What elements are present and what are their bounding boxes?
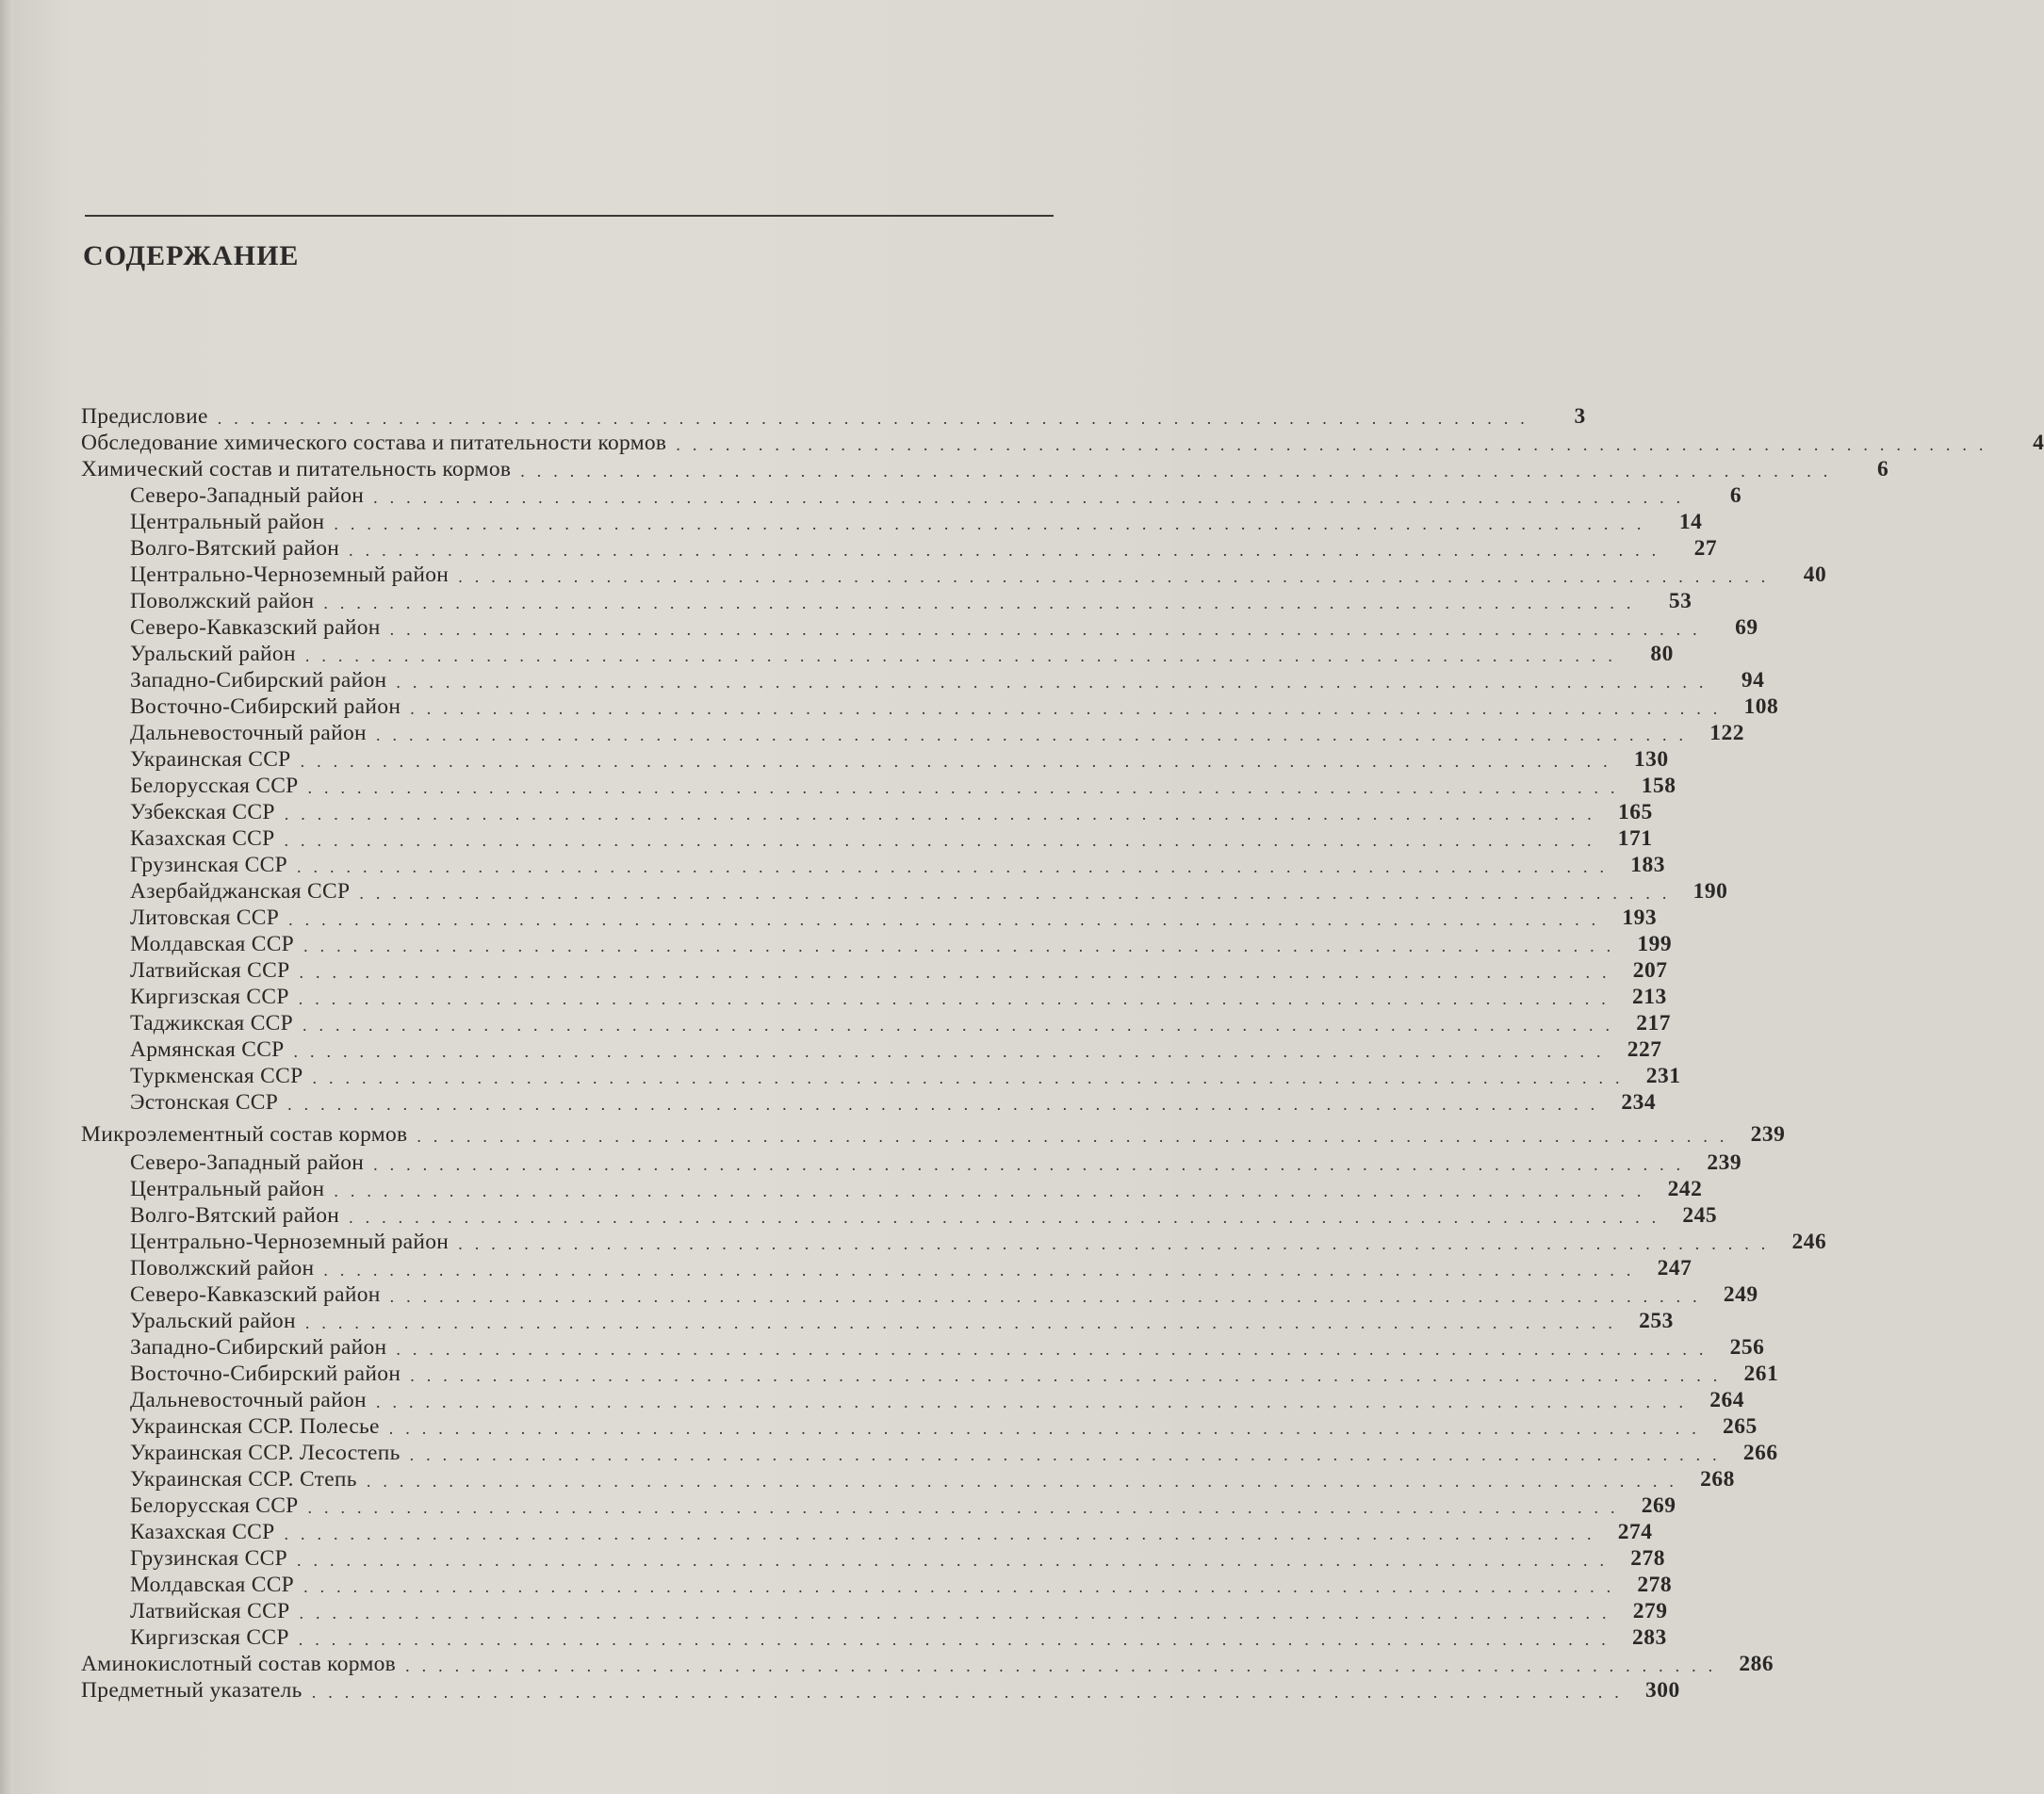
toc-entry bbox=[130, 1089, 1657, 1116]
toc-entry-page-number: 239 bbox=[1750, 1122, 1786, 1147]
dot-leader: ................................................................................ bbox=[334, 1182, 1654, 1200]
toc-entry bbox=[130, 1281, 1758, 1308]
dot-leader: ................................................................................ bbox=[458, 1234, 1778, 1253]
toc-entry bbox=[130, 1413, 1758, 1440]
toc-entry-page-number: 190 bbox=[1692, 879, 1728, 904]
dot-leader: ................................................................................ bbox=[323, 594, 1643, 612]
dot-leader: ................................................................................ bbox=[300, 752, 1620, 771]
toc-entry bbox=[130, 1010, 1672, 1036]
toc-entry-page-number: 246 bbox=[1791, 1230, 1827, 1254]
dot-leader: ................................................................................ bbox=[311, 1683, 1631, 1702]
toc-entry-title: Туркменская ССР bbox=[130, 1064, 303, 1088]
dot-leader: ................................................................................ bbox=[304, 1313, 1625, 1332]
toc-entry-title: Таджикская ССР bbox=[130, 1011, 294, 1036]
toc-entry bbox=[130, 641, 1674, 667]
toc-entry-page-number: 283 bbox=[1631, 1625, 1667, 1650]
dot-leader: ................................................................................ bbox=[303, 1577, 1624, 1596]
toc-entry bbox=[130, 1176, 1703, 1202]
toc-entry-title: Казахская ССР bbox=[130, 1520, 275, 1544]
toc-entry-page-number: 278 bbox=[1637, 1573, 1673, 1597]
dot-leader: ................................................................................ bbox=[334, 514, 1654, 533]
toc-entry-page-number: 227 bbox=[1627, 1037, 1662, 1062]
toc-entry bbox=[130, 1361, 1779, 1387]
toc-entry-title: Украинская ССР. Полесье bbox=[130, 1414, 380, 1439]
contents-heading: СОДЕРЖАНИЕ bbox=[83, 240, 300, 271]
toc-entry-page-number: 266 bbox=[1742, 1441, 1778, 1465]
toc-entry bbox=[130, 1150, 1742, 1176]
dot-leader: ................................................................................ bbox=[349, 541, 1669, 560]
toc-entry-page-number: 217 bbox=[1636, 1011, 1672, 1036]
toc-entry bbox=[130, 614, 1758, 641]
dot-leader: ................................................................................ bbox=[388, 1419, 1709, 1438]
toc-entry-title: Украинская ССР bbox=[130, 747, 291, 772]
toc-entry-page-number: 108 bbox=[1743, 694, 1779, 719]
dot-leader: ................................................................................ bbox=[389, 620, 1709, 639]
toc-entry-title: Эстонская ССР bbox=[130, 1090, 279, 1115]
toc-entry-title: Азербайджанская ССР bbox=[130, 879, 351, 904]
toc-entry-title: Микроэлементный состав кормов bbox=[81, 1122, 408, 1147]
dot-leader: ................................................................................ bbox=[410, 699, 1730, 718]
toc-entry bbox=[130, 1466, 1735, 1492]
toc-entry bbox=[130, 1202, 1718, 1229]
toc-entry-page-number: 199 bbox=[1637, 932, 1673, 956]
toc-entry bbox=[81, 403, 1586, 430]
dot-leader: ................................................................................ bbox=[396, 1340, 1716, 1359]
toc-entry bbox=[130, 746, 1669, 773]
dot-leader: ................................................................................ bbox=[307, 778, 1627, 797]
toc-entry bbox=[130, 799, 1653, 825]
toc-entry-title: Молдавская ССР bbox=[130, 932, 295, 956]
toc-entry bbox=[130, 720, 1744, 746]
toc-entry-page-number: 14 bbox=[1678, 510, 1703, 534]
toc-entry-page-number: 278 bbox=[1630, 1546, 1665, 1571]
toc-entry bbox=[130, 535, 1718, 562]
toc-entry bbox=[130, 825, 1653, 852]
toc-entry-title: Западно-Сибирский район bbox=[130, 1335, 387, 1360]
toc-entry-page-number: 234 bbox=[1621, 1090, 1657, 1115]
toc-entry bbox=[81, 1677, 1680, 1704]
toc-entry-page-number: 268 bbox=[1700, 1467, 1735, 1492]
toc-entry-title: Химический состав и питательность кормов bbox=[81, 457, 512, 481]
dot-leader: ................................................................................ bbox=[520, 462, 1840, 481]
toc-entry-page-number: 6 bbox=[1877, 457, 1889, 481]
toc-entry-page-number: 158 bbox=[1641, 774, 1676, 798]
dot-leader: ................................................................................ bbox=[359, 884, 1679, 903]
toc-entry-title: Белорусская ССР bbox=[130, 1493, 299, 1518]
toc-entry-page-number: 279 bbox=[1632, 1599, 1668, 1623]
toc-entry-page-number: 183 bbox=[1630, 853, 1665, 877]
dot-leader: ................................................................................ bbox=[299, 1604, 1619, 1623]
toc-entry bbox=[130, 1334, 1765, 1361]
toc-entry bbox=[130, 588, 1692, 614]
toc-entry-page-number: 269 bbox=[1641, 1493, 1676, 1518]
toc-entry-page-number: 27 bbox=[1693, 536, 1718, 561]
toc-entry-title: Дальневосточный район bbox=[130, 721, 367, 745]
dot-leader: ................................................................................ bbox=[296, 857, 1616, 876]
dot-leader: ................................................................................ bbox=[373, 488, 1693, 507]
toc-entry-title: Армянская ССР bbox=[130, 1037, 285, 1062]
toc-entry-page-number: 171 bbox=[1617, 826, 1653, 851]
toc-entry bbox=[130, 878, 1728, 905]
dot-leader: ................................................................................ bbox=[458, 567, 1778, 586]
toc-entry bbox=[130, 1063, 1681, 1089]
dot-leader: ................................................................................ bbox=[417, 1127, 1737, 1146]
toc-entry-page-number: 274 bbox=[1617, 1520, 1653, 1544]
dot-leader: ................................................................................ bbox=[217, 409, 1537, 428]
dot-leader: ................................................................................ bbox=[375, 726, 1695, 744]
toc-entry bbox=[130, 1308, 1674, 1334]
toc-entry bbox=[130, 562, 1827, 588]
toc-entry-title: Украинская ССР. Лесостепь bbox=[130, 1441, 401, 1465]
toc-entry-title: Уральский район bbox=[130, 1309, 296, 1333]
toc-entry-title: Центрально-Черноземный район bbox=[130, 563, 450, 587]
toc-entry-title: Киргизская ССР bbox=[130, 1625, 289, 1650]
toc-entry-page-number: 122 bbox=[1709, 721, 1744, 745]
toc-entry-title: Латвийская ССР bbox=[130, 1599, 290, 1623]
toc-entry-title: Узбекская ССР bbox=[130, 800, 275, 824]
toc-entry-title: Северо-Кавказский район bbox=[130, 1282, 381, 1307]
toc-entry-title: Северо-Западный район bbox=[130, 483, 365, 508]
toc-entry-title: Центрально-Черноземный район bbox=[130, 1230, 450, 1254]
toc-entry-title: Уральский район bbox=[130, 642, 296, 666]
toc-entry-title: Молдавская ССР bbox=[130, 1573, 295, 1597]
toc-entry-title: Волго-Вятский район bbox=[130, 536, 340, 561]
toc-entry-title: Аминокислотный состав кормов bbox=[81, 1652, 397, 1676]
dot-leader: ................................................................................ bbox=[288, 910, 1609, 929]
toc-entry-page-number: 69 bbox=[1735, 615, 1758, 640]
dot-leader: ................................................................................ bbox=[409, 1445, 1729, 1464]
toc-entry-page-number: 261 bbox=[1743, 1362, 1779, 1386]
dot-leader: ................................................................................ bbox=[349, 1208, 1669, 1227]
toc-entry-page-number: 4 bbox=[2033, 431, 2044, 455]
dot-leader: ................................................................................ bbox=[293, 1042, 1613, 1061]
toc-entry-page-number: 242 bbox=[1667, 1177, 1703, 1201]
toc-entry bbox=[130, 1229, 1827, 1255]
toc-entry-title: Грузинская ССР bbox=[130, 853, 287, 877]
toc-entry bbox=[130, 1440, 1778, 1466]
toc-entry-page-number: 165 bbox=[1617, 800, 1653, 824]
dot-leader: ................................................................................ bbox=[307, 1498, 1627, 1517]
toc-entry-title: Восточно-Сибирский район bbox=[130, 1362, 401, 1386]
toc-entry bbox=[130, 931, 1673, 957]
dot-leader: ................................................................................ bbox=[312, 1068, 1632, 1087]
toc-entry-page-number: 213 bbox=[1631, 985, 1667, 1009]
toc-entry bbox=[130, 852, 1665, 878]
toc-entry-page-number: 249 bbox=[1723, 1282, 1758, 1307]
toc-entry-page-number: 53 bbox=[1668, 589, 1692, 613]
toc-entry bbox=[130, 1387, 1744, 1413]
toc-entry bbox=[130, 693, 1779, 720]
toc-entry-page-number: 94 bbox=[1741, 668, 1765, 693]
toc-entry bbox=[130, 1255, 1692, 1281]
dot-leader: ................................................................................ bbox=[284, 1525, 1604, 1543]
toc-entry-page-number: 245 bbox=[1682, 1203, 1718, 1228]
toc-entry bbox=[130, 482, 1742, 509]
toc-entry-page-number: 3 bbox=[1574, 404, 1586, 429]
dot-leader: ................................................................................ bbox=[303, 937, 1624, 955]
toc-entry-title: Волго-Вятский район bbox=[130, 1203, 340, 1228]
toc-entry-page-number: 265 bbox=[1723, 1414, 1758, 1439]
toc-entry-page-number: 253 bbox=[1639, 1309, 1674, 1333]
toc-entry-page-number: 40 bbox=[1803, 563, 1827, 587]
dot-leader: ................................................................................ bbox=[287, 1095, 1608, 1114]
toc-entry bbox=[130, 1492, 1676, 1519]
toc-entry-page-number: 264 bbox=[1709, 1388, 1744, 1412]
toc-entry-title: Центральный район bbox=[130, 510, 325, 534]
dot-leader: ................................................................................ bbox=[284, 831, 1604, 850]
dot-leader: ................................................................................ bbox=[410, 1366, 1730, 1385]
dot-leader: ................................................................................ bbox=[298, 1630, 1618, 1649]
toc-entry bbox=[81, 1121, 1786, 1148]
top-rule bbox=[85, 215, 1054, 217]
dot-leader: ................................................................................ bbox=[304, 646, 1625, 665]
toc-entry bbox=[130, 1572, 1673, 1598]
dot-leader: ................................................................................ bbox=[366, 1472, 1686, 1491]
toc-entry bbox=[130, 1036, 1662, 1063]
dot-leader: ................................................................................ bbox=[284, 805, 1604, 824]
dot-leader: ................................................................................ bbox=[296, 1551, 1616, 1570]
toc-entry-page-number: 80 bbox=[1650, 642, 1674, 666]
toc-entry-title: Обследование химического состава и питательности кормов bbox=[81, 431, 667, 455]
dot-leader: ................................................................................ bbox=[303, 1016, 1623, 1035]
toc-entry bbox=[130, 1545, 1665, 1572]
toc-entry-page-number: 286 bbox=[1739, 1652, 1774, 1676]
toc-entry-page-number: 130 bbox=[1633, 747, 1669, 772]
toc-entry bbox=[130, 984, 1667, 1010]
dot-leader: ................................................................................ bbox=[389, 1287, 1709, 1306]
dot-leader: ................................................................................ bbox=[298, 989, 1618, 1008]
dot-leader: ................................................................................ bbox=[405, 1656, 1725, 1675]
toc-entry-page-number: 6 bbox=[1729, 483, 1742, 508]
dot-leader: ................................................................................ bbox=[373, 1155, 1693, 1174]
toc-entry bbox=[130, 667, 1765, 693]
toc-entry-title: Северо-Кавказский район bbox=[130, 615, 381, 640]
page-spine-shadow bbox=[0, 0, 13, 1794]
toc-entry-title: Украинская ССР. Степь bbox=[130, 1467, 357, 1492]
toc-entry-title: Белорусская ССР bbox=[130, 774, 299, 798]
toc-entry-page-number: 193 bbox=[1622, 905, 1658, 930]
dot-leader: ................................................................................ bbox=[323, 1261, 1643, 1280]
toc-entry-title: Поволжский район bbox=[130, 1256, 315, 1280]
toc-entry bbox=[130, 773, 1676, 799]
toc-entry-title: Западно-Сибирский район bbox=[130, 668, 387, 693]
toc-entry bbox=[130, 1519, 1653, 1545]
toc-entry bbox=[81, 1651, 1774, 1677]
toc-entry-title: Восточно-Сибирский район bbox=[130, 694, 401, 719]
dot-leader: ................................................................................ bbox=[299, 963, 1619, 982]
toc-entry-page-number: 300 bbox=[1644, 1678, 1680, 1703]
toc-entry-title: Предисловие bbox=[81, 404, 208, 429]
toc-entry bbox=[130, 905, 1658, 931]
toc-entry-title: Дальневосточный район bbox=[130, 1388, 367, 1412]
toc-entry-page-number: 247 bbox=[1657, 1256, 1692, 1280]
dot-leader: ................................................................................ bbox=[396, 673, 1716, 692]
toc-entry bbox=[130, 957, 1668, 984]
toc-entry-title: Киргизская ССР bbox=[130, 985, 289, 1009]
toc-entry-title: Северо-Западный район bbox=[130, 1150, 365, 1175]
toc-entry-title: Литовская ССР bbox=[130, 905, 280, 930]
toc-entry bbox=[130, 1598, 1668, 1624]
toc-entry-title: Казахская ССР bbox=[130, 826, 275, 851]
toc-entry-page-number: 231 bbox=[1645, 1064, 1681, 1088]
dot-leader: ................................................................................ bbox=[676, 435, 1996, 454]
toc-entry-title: Грузинская ССР bbox=[130, 1546, 287, 1571]
dot-leader: ................................................................................ bbox=[375, 1393, 1695, 1411]
toc-entry bbox=[81, 430, 2044, 456]
toc-entry bbox=[81, 456, 1889, 482]
toc-entry bbox=[130, 1624, 1667, 1651]
toc-entry-title: Поволжский район bbox=[130, 589, 315, 613]
toc-entry-page-number: 207 bbox=[1632, 958, 1668, 983]
toc-entry-title: Предметный указатель bbox=[81, 1678, 303, 1703]
toc-entry-title: Латвийская ССР bbox=[130, 958, 290, 983]
toc-entry-page-number: 239 bbox=[1707, 1150, 1742, 1175]
toc-entry bbox=[130, 509, 1703, 535]
toc-entry-title: Центральный район bbox=[130, 1177, 325, 1201]
toc-entry-page-number: 256 bbox=[1729, 1335, 1765, 1360]
